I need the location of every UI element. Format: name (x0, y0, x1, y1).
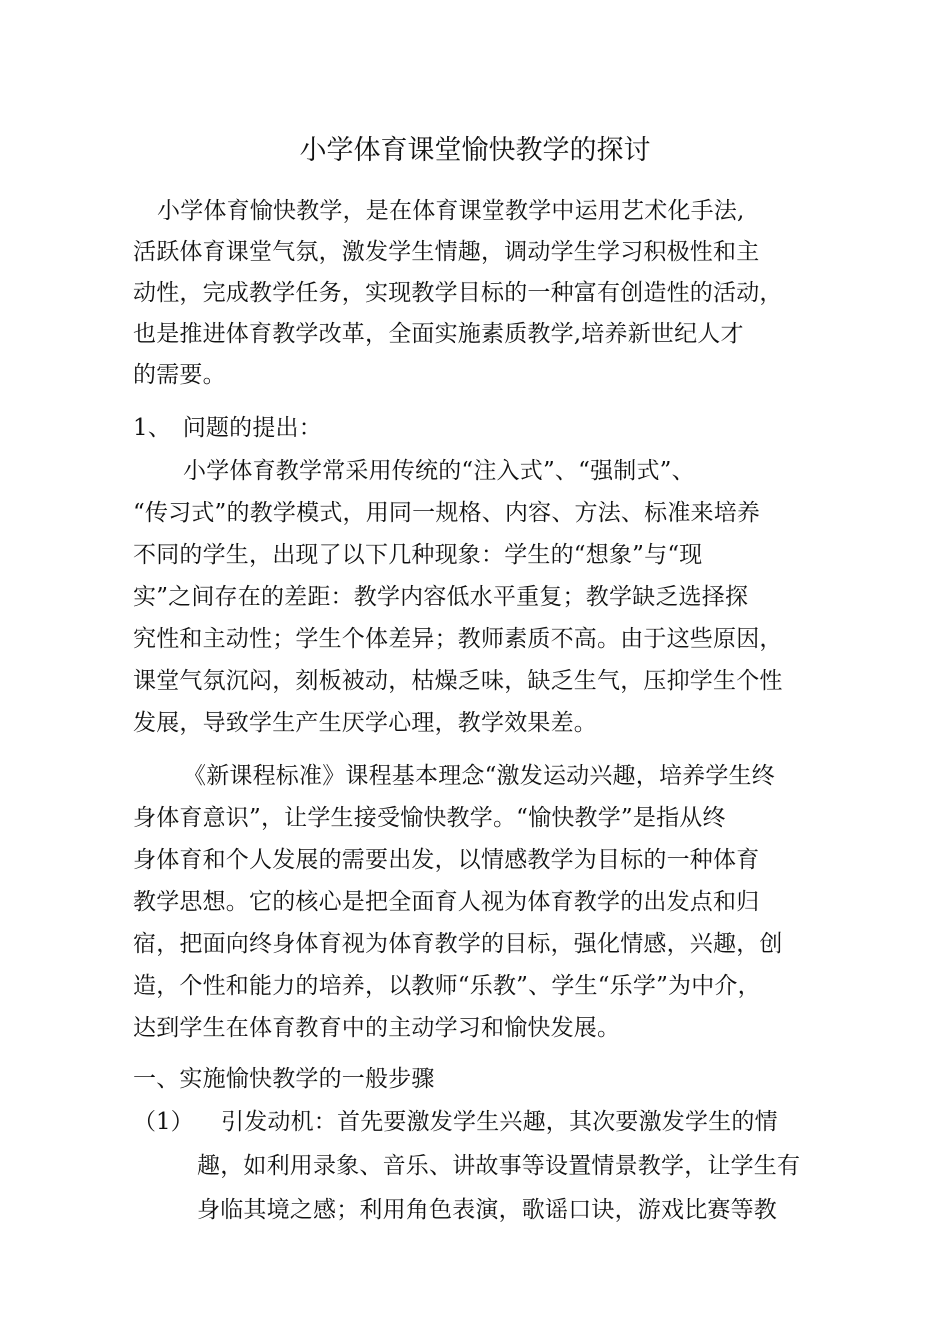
paragraph-line: 课堂气氛沉闷，刻板被动，枯燥乏味，缺乏生气，压抑学生个性 (133, 668, 783, 694)
step-line: 身临其境之感；利用角色表演，歌谣口诀，游戏比赛等教 (197, 1197, 777, 1223)
paragraph-line: 造，个性和能力的培养，以教师“乐教”、学生“乐学”为中介， (133, 973, 761, 999)
intro-line: 小学体育愉快教学，是在体育课堂教学中运用艺术化手法, (157, 198, 745, 224)
paragraph-line: 小学体育教学常采用传统的“注入式”、“强制式”、 (183, 458, 695, 484)
paragraph-line: 身体育和个人发展的需要出发，以情感教学为目标的一种体育 (133, 847, 760, 873)
paragraph-line: 宿，把面向终身体育视为体育教学的目标，强化情感，兴趣，创 (133, 931, 783, 957)
paragraph-line: 达到学生在体育教育中的主动学习和愉快发展。 (133, 1015, 621, 1041)
step-number: （1） (133, 1109, 194, 1135)
paragraph-line: 教学思想。它的核心是把全面育人视为体育教学的出发点和归 (133, 889, 760, 915)
section-heading: 1、 问题的提出： (133, 415, 322, 441)
intro-line: 动性，完成教学任务，实现教学目标的一种富有创造性的活动， (133, 280, 783, 306)
paragraph-line: 发展，导致学生产生厌学心理，教学效果差。 (133, 710, 597, 736)
intro-line: 的需要。 (133, 362, 226, 388)
intro-line: 也是推进体育教学改革，全面实施素质教学,培养新世纪人才 (133, 321, 744, 347)
paragraph-line: 不同的学生，出现了以下几种现象：学生的“想象”与“现 (133, 542, 703, 568)
document-title: 小学体育课堂愉快教学的探讨 (299, 135, 651, 166)
section-heading: 一、实施愉快教学的一般步骤 (133, 1066, 435, 1092)
paragraph-line: 《新课程标准》课程基本理念“激发运动兴趣，培养学生终 (183, 763, 775, 789)
paragraph-line: 究性和主动性；学生个体差异；教师素质不高。由于这些原因， (133, 626, 783, 652)
paragraph-line: 实”之间存在的差距：教学内容低水平重复；教学缺乏选择探 (133, 584, 749, 610)
paragraph-line: 身体育意识”，让学生接受愉快教学。“愉快教学”是指从终 (133, 805, 726, 831)
step-line: 趣，如利用录象、音乐、讲故事等设置情景教学，让学生有 (197, 1153, 801, 1179)
step-line: 引发动机：首先要激发学生兴趣，其次要激发学生的情 (221, 1109, 778, 1135)
intro-line: 活跃体育课堂气氛，激发学生情趣，调动学生学习积极性和主 (133, 239, 760, 265)
paragraph-line: “传习式”的教学模式，用同一规格、内容、方法、标准来培养 (133, 500, 761, 526)
